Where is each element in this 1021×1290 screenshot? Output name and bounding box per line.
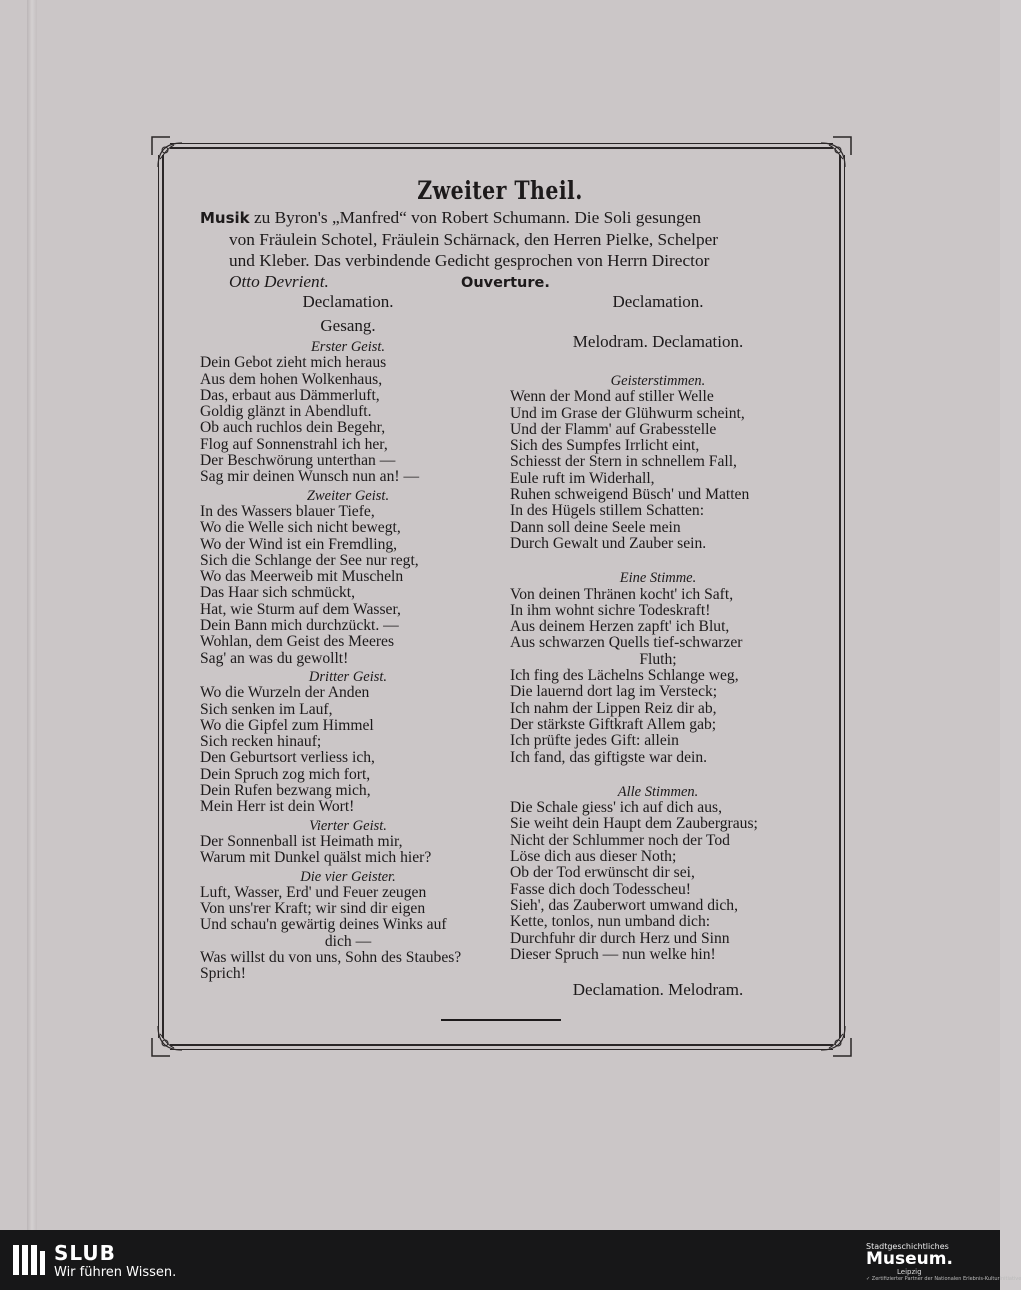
verse-line: Sieh', das Zauberwort umwand dich, — [510, 896, 738, 914]
verse-line: Wo die Wurzeln der Anden — [200, 684, 370, 702]
voice-heading: Alle Stimmen. — [617, 783, 699, 800]
verse-line: Dein Bann mich durchzückt. — — [200, 617, 399, 635]
verse-line: Dann soll deine Seele mein — [510, 518, 681, 536]
footer-bar — [0, 1230, 1021, 1290]
corner-ornament-icon — [811, 1016, 855, 1060]
intro-line-1: zu Byron's „Manfred“ von Robert Schumann. Die Soli gesungen — [249, 208, 702, 227]
verse-line: Schiesst der Stern in schnellem Fall, — [510, 453, 737, 471]
verse-line: Sich die Schlange der See nur regt, — [200, 551, 419, 569]
voice-heading: Erster Geist. — [310, 339, 386, 355]
verse-line: Ich nahm der Lippen Reiz dir ab, — [510, 699, 717, 717]
spacer — [510, 315, 806, 331]
section-title: Zweiter Theil. — [417, 176, 583, 205]
verse-line: Dein Spruch zog mich fort, — [200, 765, 371, 783]
museum-name: Museum. — [866, 1249, 953, 1269]
verse-line: Wohlan, dem Geist des Meeres — [200, 633, 395, 651]
verse-line: Ich fing des Lächelns Schlange weg, — [510, 667, 739, 685]
verse-line: dich — — [324, 932, 372, 950]
verse-line: Das Haar sich schmückt, — [200, 584, 356, 602]
museum-city: Leipzig — [897, 1268, 922, 1276]
voice-heading: Eine Stimme. — [619, 570, 697, 587]
verse-line: Die lauernd dort lag im Versteck; — [510, 683, 718, 701]
slub-logo-icon — [12, 1243, 46, 1277]
verse-line: In des Hügels stillem Schatten: — [510, 502, 705, 520]
intro-line-3: und Kleber. Das verbindende Gedicht gesprochen von Herrn Director — [229, 251, 710, 270]
stage-direction: Gesang. — [320, 316, 376, 335]
spacer — [510, 963, 806, 979]
verse-line: Sie weiht dein Haupt dem Zaubergraus; — [510, 815, 758, 833]
voice-heading: Geisterstimmen. — [610, 373, 706, 389]
verse-line: Und schau'n gewärtig deines Winks auf — [200, 916, 447, 934]
voice-heading: Dritter Geist. — [308, 668, 388, 685]
closing-rule — [441, 1019, 561, 1021]
verse-line: Sag mir deinen Wunsch nun an! — — [200, 468, 420, 486]
verse-line: Kette, tonlos, nun umband dich: — [510, 913, 711, 931]
verse-line: Sich des Sumpfes Irrlicht eint, — [510, 437, 700, 455]
verse-line: Fluth; — [639, 650, 677, 668]
verse-line: Wo das Meerweib mit Muscheln — [200, 568, 404, 586]
verse-line: Durch Gewalt und Zauber sein. — [510, 534, 707, 552]
voice-heading: Vierter Geist. — [309, 817, 387, 834]
corner-ornament-icon — [148, 1016, 192, 1060]
verse-line: Sich recken hinauf; — [200, 733, 322, 751]
museum-note: ✓ Zertifizierter Partner der Nationalen Erlebnis-Kulturinitiative — [866, 1276, 1021, 1282]
stage-direction: Declamation. — [612, 292, 704, 311]
verse-line: Der stärkste Giftkraft Allem gab; — [510, 715, 717, 733]
verse-line: Aus deinem Herzen zapft' ich Blut, — [510, 618, 730, 636]
verse-line: Warum mit Dunkel quälst mich hier? — [200, 849, 432, 867]
verse-line: Wo die Gipfel zum Himmel — [200, 716, 374, 734]
verse-line: Hat, wie Sturm auf dem Wasser, — [200, 600, 401, 618]
slub-tagline: Wir führen Wissen. — [54, 1265, 177, 1280]
verse-line: Aus dem hohen Wolkenhaus, — [200, 370, 383, 388]
verse-line: Ob auch ruchlos dein Begehr, — [200, 419, 386, 437]
verse-line: Wenn der Mond auf stiller Welle — [510, 388, 714, 406]
verse-line: Löse dich aus dieser Noth; — [510, 848, 677, 866]
verse-line: Fasse dich doch Todesscheu! — [510, 880, 691, 898]
intro-line-2: von Fräulein Schotel, Fräulein Schärnack, den Herren Pielke, Schelper — [229, 230, 719, 249]
verse-line: Und im Grase der Glühwurm scheint, — [510, 404, 745, 422]
verse-line: Den Geburtsort verliess ich, — [200, 749, 375, 767]
verse-line: Ich fand, das giftigste war dein. — [510, 748, 708, 766]
corner-ornament-icon — [148, 133, 192, 177]
overture-heading: Ouverture. — [461, 275, 550, 291]
verse-line: In ihm wohnt sichre Todeskraft! — [510, 601, 711, 619]
spacer — [510, 766, 806, 782]
verse-line: In des Wassers blauer Tiefe, — [200, 502, 375, 520]
page-fold — [27, 0, 37, 1230]
verse-line: Ruhen schweigend Büsch' und Matten — [510, 486, 750, 504]
verse-line: Dieser Spruch — nun welke hin! — [510, 945, 716, 963]
verse-line: Der Sonnenball ist Heimath mir, — [200, 832, 403, 850]
right-column — [510, 291, 806, 1003]
verse-line: Das, erbaut aus Dämmerluft, — [200, 386, 380, 404]
verse-line: Der Beschwörung unterthan — — [200, 452, 396, 470]
verse-line: Eule ruft im Widerhall, — [510, 469, 655, 487]
verse-line: Sich senken im Lauf, — [200, 700, 333, 718]
verse-line: Sag' an was du gewollt! — [200, 649, 349, 667]
verse-line: Von uns'rer Kraft; wir sind dir eigen — [200, 900, 426, 918]
slub-name: SLUB — [54, 1241, 116, 1265]
verse-line: Die Schale giess' ich auf dich aus, — [510, 799, 722, 817]
intro-lead: Musik — [200, 209, 250, 227]
verse-line: Wo der Wind ist ein Fremdling, — [200, 535, 398, 553]
left-column — [200, 291, 496, 983]
verse-line: Dein Gebot zieht mich heraus — [200, 354, 387, 372]
verse-line: Mein Herr ist dein Wort! — [200, 798, 355, 816]
stage-direction: Melodram. Declamation. — [572, 332, 744, 351]
verse-line: Luft, Wasser, Erd' und Feuer zeugen — [200, 883, 427, 901]
verse-line: Durchfuhr dir durch Herz und Sinn — [510, 929, 730, 947]
verse-line: Flog auf Sonnenstrahl ich her, — [200, 435, 388, 453]
spacer — [510, 355, 806, 371]
verse-line: Aus schwarzen Quells tief-schwarzer — [510, 634, 743, 652]
museum-top-label: Stadtgeschichtliches — [866, 1242, 949, 1251]
stage-direction: Declamation. — [302, 292, 394, 311]
voice-heading: Die vier Geister. — [300, 868, 396, 885]
corner-ornament-icon — [811, 133, 855, 177]
spacer — [510, 552, 806, 568]
verse-line: Was willst du von uns, Sohn des Staubes? Sprich! — [200, 948, 462, 983]
verse-line: Ich prüfte jedes Gift: allein — [510, 732, 679, 750]
verse-line: Nicht der Schlummer noch der Tod — [510, 831, 730, 849]
verse-line: Wo die Welle sich nicht bewegt, — [200, 519, 401, 537]
verse-line: Dein Rufen bezwang mich, — [200, 782, 371, 800]
verse-line: Von deinen Thränen kocht' ich Saft, — [510, 585, 734, 603]
verse-line: Und der Flamm' auf Grabesstelle — [510, 420, 717, 438]
voice-heading: Zweiter Geist. — [306, 487, 390, 504]
verse-line: Ob der Tod erwünscht dir sei, — [510, 864, 695, 882]
intro-line-4: Otto Devrient. — [229, 272, 329, 291]
verse-line: Goldig glänzt in Abendluft. — [200, 403, 372, 421]
stage-direction: Declamation. Melodram. — [572, 980, 744, 1000]
